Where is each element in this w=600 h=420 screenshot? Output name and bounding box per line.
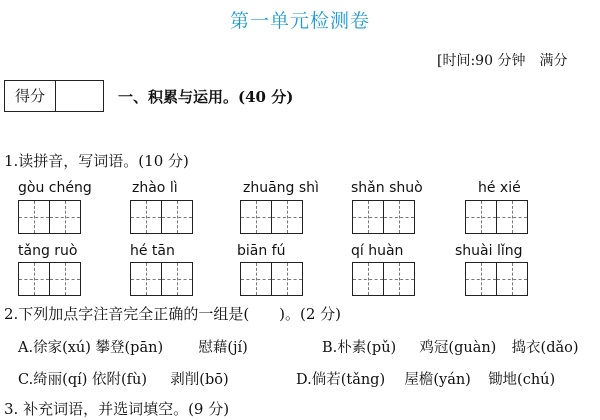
option-b-part: B.朴素(pǔ) [322, 340, 397, 356]
section-heading: 一、积累与运用。(40 分) [118, 88, 294, 106]
question-3-prompt: 3. 补充词语，并选词填空。(9 分) [4, 400, 230, 418]
pinyin-label: biān fú [237, 243, 286, 259]
answer-boxes[interactable] [18, 200, 80, 234]
option-c[interactable] [18, 368, 229, 389]
question-2-prompt: 2.下列加点字注音完全正确的一组是( )。(2 分) [4, 305, 342, 323]
answer-boxes[interactable] [465, 200, 527, 234]
option-d-part: D.倘若(tǎng) [296, 372, 386, 388]
score-blank[interactable] [56, 81, 103, 111]
answer-boxes[interactable] [465, 262, 527, 296]
option-d-part: 锄地(chú) [488, 372, 556, 388]
answer-boxes[interactable] [352, 262, 414, 296]
option-a[interactable] [18, 336, 248, 357]
pinyin-label: zhuāng shì [243, 180, 319, 196]
pinyin-label: shuài lǐng [455, 243, 523, 259]
time-limit: [时间:90 分钟 [437, 53, 526, 69]
option-a-part: 慰藉(jí) [198, 340, 248, 356]
page-title: 第一单元检测卷 [229, 10, 370, 32]
option-c-part: C.绮丽(qí) 依附(fù) [18, 372, 148, 388]
score-box [4, 80, 104, 112]
option-b-part: 捣衣(dǎo) [511, 340, 579, 356]
pinyin-label: zhào lì [132, 180, 178, 196]
answer-boxes[interactable] [130, 262, 192, 296]
option-d-part: 屋檐(yán) [404, 372, 471, 388]
exam-meta [437, 50, 567, 70]
answer-boxes[interactable] [240, 262, 302, 296]
pinyin-label: hé tān [130, 243, 175, 259]
score-label: 得分 [5, 81, 56, 111]
pinyin-label: shǎn shuò [351, 180, 423, 196]
question-1-prompt: 1.读拼音，写词语。(10 分) [4, 152, 189, 170]
option-a-part: A.徐家(xú) 攀登(pān) [18, 340, 164, 356]
option-b[interactable] [322, 336, 579, 357]
pinyin-label: hé xié [478, 180, 521, 196]
answer-boxes[interactable] [352, 200, 414, 234]
pinyin-label: tǎng ruò [18, 243, 78, 259]
answer-boxes[interactable] [240, 200, 302, 234]
answer-boxes[interactable] [130, 200, 192, 234]
option-b-part: 鸡冠(guàn) [419, 340, 497, 356]
pinyin-label: gòu chéng [18, 180, 92, 196]
option-c-part: 剥削(bō) [170, 372, 229, 388]
answer-boxes[interactable] [18, 262, 80, 296]
full-score-label: 满分 [539, 53, 568, 69]
pinyin-label: qí huàn [351, 243, 404, 259]
option-d[interactable] [296, 368, 555, 389]
